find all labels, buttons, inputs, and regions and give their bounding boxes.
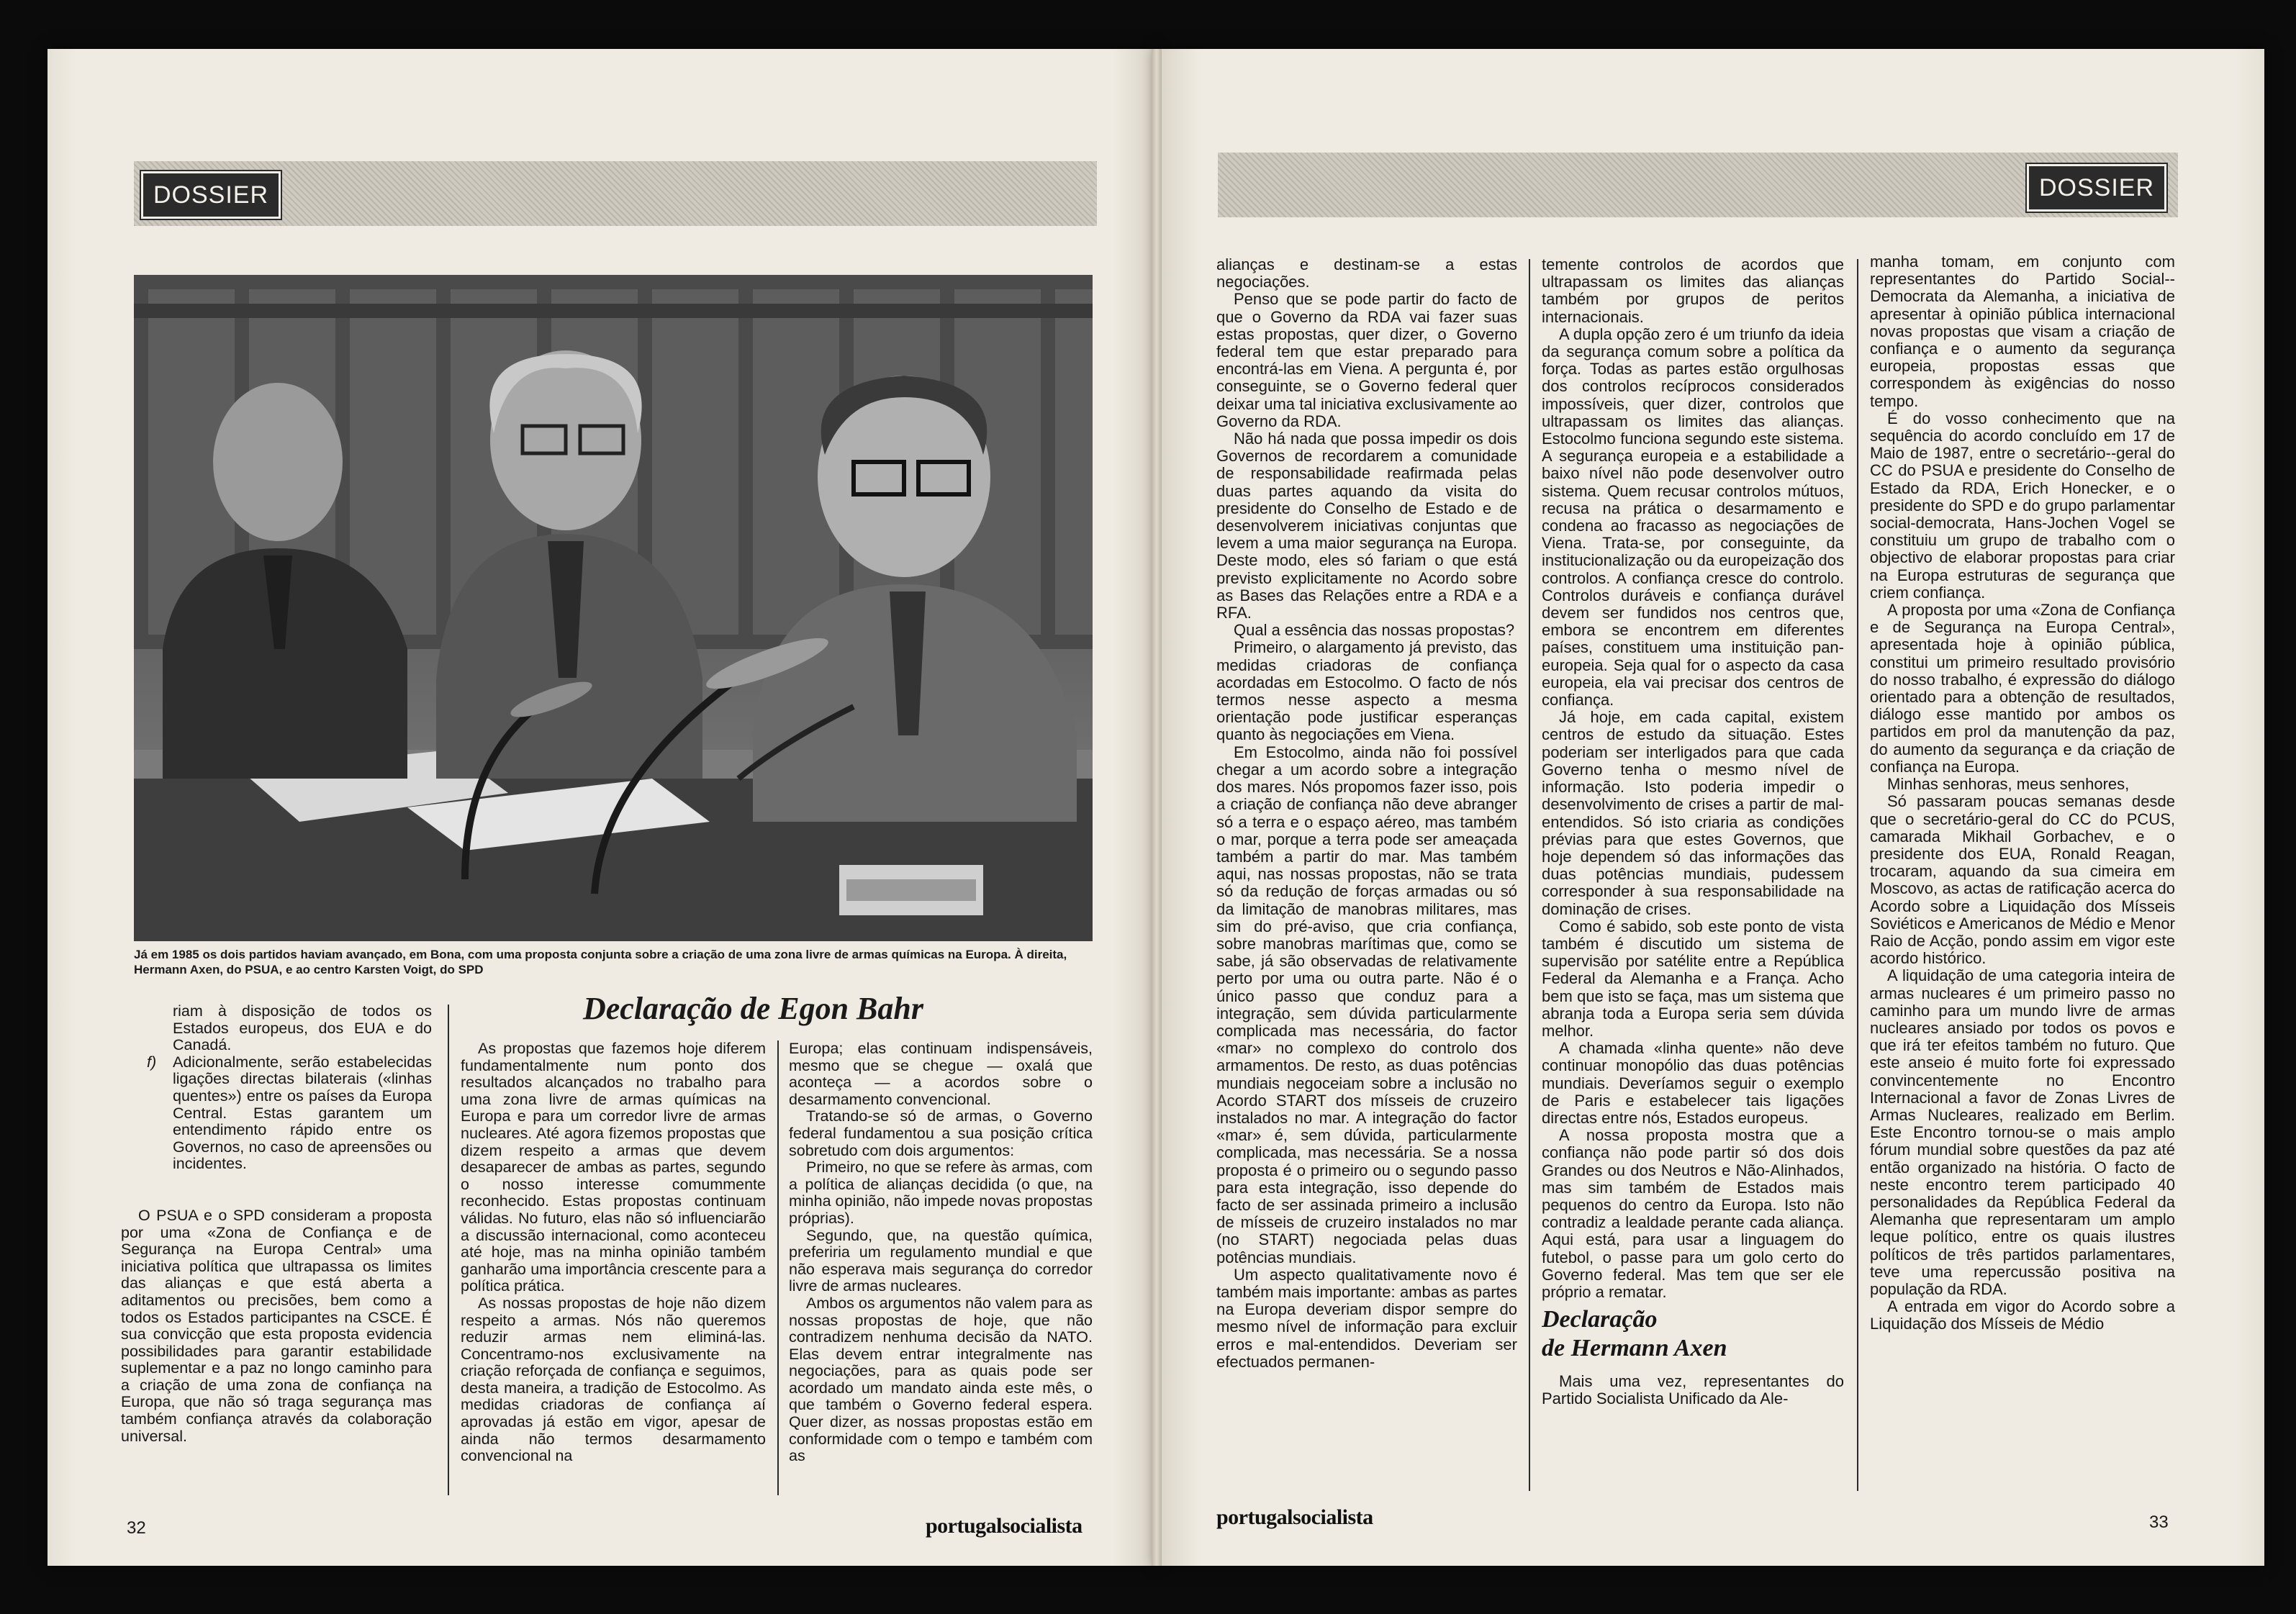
headline-line: de Hermann Axen [1542, 1335, 1727, 1362]
page-number-right: 33 [2149, 1513, 2169, 1532]
press-conference-illustration [134, 275, 1093, 941]
paragraph: As nossas propostas de hoje não dizem respeito a armas. Nós não queremos reduzir armas nem eliminá-las. Concentramo-nos exclusivamente na criação reforçada de confiança e seguimos, desta maneira, a tradição de Estocolmo. As medidas criadoras de confiança aí aprovadas já estão em vigor, apesar de ainda não termos desarmamento convencional na [461, 1294, 766, 1465]
left-col-3 [789, 1041, 1093, 1498]
right-col-1 [1216, 256, 1517, 1490]
paragraph: É do vosso conhecimento que na sequência do acordo concluído em 17 de Maio de 1987, entre o secretário--geral do CC do PSUA e presidente do Conselho de Estado da RDA, Erich Honecker, e o presidente do SPD e do grupo parlamentar social-democrata, Hans-Jochen Vogel se constituiu um grupo de trabalho com o objectivo de elaborar propostas para criar na Europa estruturas de segurança que criem confiança. [1870, 409, 2175, 602]
paragraph: O PSUA e o SPD consideram a proposta por uma «Zona de Confiança e de Segurança na Europa Central» uma iniciativa política que ultrapassa os limites das alianças e que está aberta a aditamentos ou precisões, bem como a todos os Estados participantes na CSCE. É sua convicção que esta proposta evidencia possibilidades para garantir estabilidade suplementar e a paz no longo caminho para a criação de uma zona de confiança na Europa, que não só traga segurança mas também confiança através da colaboração universal. [121, 1206, 432, 1445]
column-rule [1529, 259, 1530, 1491]
paragraph: Tratando-se só de armas, o Governo federal fundamentou a sua posição crítica sobretudo com dois argumentos: [789, 1107, 1093, 1159]
paragraph: Já hoje, em cada capital, existem centros de estudo da situação. Estes poderiam ser interligados para que cada Governo tenha o mesmo nível de informação. Isto poderia impedir o desenvolvimento de crises a partir de mal-entendidos. Só isto criaria as condições prévias para que estes Governos, que hoje dependem só das informações das duas potências mundiais, pudessem corresponder à sua responsabilidade na dominação de crises. [1542, 708, 1844, 918]
paragraph: A entrada em vigor do Acordo sobre a Liquidação dos Mísseis de Médio [1870, 1297, 2175, 1333]
paragraph: Europa; elas continuam indispensáveis, mesmo que se chegue — oxalá que aconteça — a acordos sobre o desarmamento convencional. [789, 1041, 1093, 1108]
list-marker: f) [147, 1053, 157, 1071]
paragraph: As propostas que fazemos hoje diferem fundamentalmente num ponto dos resultados alcançados no trabalho para uma zona livre de armas químicas na Europa e para um corredor livre de armas nucleares. Até agora fizemos propostas que dizem respeito a armas que devem desaparecer de ambas as partes, segundo o nosso interesse comummente reconhecido. Estas propostas continuam válidas. No futuro, elas não só influenciarão a discussão internacional, como aconteceu até hoje, mas na minha opinião também ganharão uma importância crescente para a política prática. [461, 1041, 766, 1295]
paragraph: Minhas senhoras, meus senhores, [1887, 775, 2130, 794]
list-item [121, 1054, 432, 1173]
list-item-text: Adicionalmente, serão estabelecidas ligações directas bilaterais («linhas quentes») entre os países da Europa Central. Estas garantem um entendimento rápido entre os Governos, no caso de apreensões ou incidentes. [173, 1053, 432, 1173]
left-col-2 [461, 1041, 766, 1498]
paragraph: Penso que se pode partir do facto de que o Governo da RDA vai fazer suas estas propostas, quer dizer, o Governo federal tem que estar preparado para encontrá-las em Viena. A pergunta é, por conseguinte, se o Governo federal quer deixar uma tal iniciativa exclusivamente ao Governo da RDA. [1216, 290, 1517, 430]
paragraph: Não há nada que possa impedir os dois Governos de recordarem a comunidade de responsabilidade reafirmada pelas duas partes aquando da visita do presidente do Conselho de Estado e de desenvolverem iniciativas conjuntas que levem a uma maior segurança na Europa. Deste modo, eles só fariam o que está previsto explicitamente no Acordo sobre as Bases das Relações entre a RDA e a RFA. [1216, 430, 1517, 622]
paragraph: Qual a essência das nossas propostas? [1234, 621, 1515, 640]
headline-egon-bahr: Declaração de Egon Bahr [583, 991, 923, 1026]
paragraph: Como é sabido, sob este ponto de vista também é discutido um sistema de supervisão por satélite entre a República Federal da Alemanha e a França. Acho bem que isto se faça, mas um sistema que abranja toda a Europa seria sem dúvida melhor. [1542, 917, 1844, 1040]
paragraph: riam à disposição de todos os Estados europeus, dos EUA e do Canadá. [173, 1003, 432, 1054]
paragraph: Segundo, que, na questão química, preferiria um regulamento mundial e que não esperava mais segurança do corredor livre de armas nucleares. [789, 1226, 1093, 1295]
column-rule [777, 1041, 779, 1495]
headline-line: Declaração [1542, 1306, 1658, 1333]
brand-left: portugalsocialista [926, 1514, 1083, 1538]
column-rule [1857, 259, 1858, 1491]
headline-hermann-axen [1542, 1305, 1844, 1363]
paragraph: Ambos os argumentos não valem para as nossas propostas de hoje, que não contradizem nenhuma decisão da NATO. Elas devem entrar integralmente nas negociações, para as quais pode ser acordado um mandato ainda este mês, o que também o Governo federal espera. Quer dizer, as nossas propostas estão em conformidade com o tempo e também com as [789, 1294, 1093, 1465]
paragraph: A dupla opção zero é um triunfo da ideia da segurança comum sobre a política da força. Todas as partes estão orgulhosas dos controlos recíprocos considerados impossíveis, quer dizer, controlos que ultrapassam os limites das alianças. Estocolmo funciona segundo este sistema. A segurança europeia e a estabilidade a baixo nível não pode desenvolver outro sistema. Quem recusar controlos mútuos, recusa na prática o desarmamento e condena ao fracasso as negociações de Viena. Trata-se, por conseguinte, da institucionalização ou da europeização dos controlos. A confiança cresce do controlo. Controlos duráveis e confiança durável devem ser fundidos nos centros que, embora se encontrem em diferentes países, constituem uma instituição pan-europeia. Seja qual for o aspecto da casa europeia, ela vai precisar dos centros de confiança. [1542, 325, 1844, 709]
paragraph: temente controlos de acordos que ultrapassam os limites das alianças também por grupos de peritos internacionais. [1542, 256, 1844, 326]
left-dossier-tag: DOSSIER [141, 171, 281, 219]
paragraph: A nossa proposta mostra que a confiança não pode partir só dos dois Grandes ou dos Neutros e Não-Alinhados, mas sim também de Estados mais pequenos do centro da Europa. Isto não contradiz a lealdade perante cada aliança. Aqui está, para usar a linguagem do futebol, o passe para um golo certo do Governo federal. Mas tem que ser ele próprio a rematar. [1542, 1126, 1844, 1301]
column-rule [448, 1005, 449, 1495]
paragraph: Um aspecto qualitativamente novo é também mais importante: ambas as partes na Europa deveriam dispor sempre do mesmo nível de informação para excluir erros e mal-entendidos. Deveriam ser efectuados permanen- [1216, 1265, 1517, 1371]
paragraph: Primeiro, o alargamento já previsto, das medidas criadoras de confiança acordadas em Estocolmo. O facto de nós termos nesse aspecto a mesma orientação pode justificar esperanças quanto às negociações em Viena. [1216, 638, 1517, 744]
paragraph: Mais uma vez, representantes do Partido Socialista Unificado da Ale- [1542, 1372, 1844, 1408]
right-col-3 [1870, 253, 2175, 1490]
right-dossier-tag: DOSSIER [2027, 164, 2166, 212]
paragraph: A proposta por uma «Zona de Confiança e de Segurança na Europa Central», apresentada hoje à opinião pública, constitui um primeiro resultado provisório do nosso trabalho, é expressão do diálogo orientado para a obtenção de resultados, diálogo esse mantido por ambos os partidos em prol da manutenção da paz, do aumento da segurança e da criação de confiança na Europa. [1870, 601, 2175, 776]
paragraph: A chamada «linha quente» não deve continuar monopólio das duas potências mundiais. Deveríamos seguir o exemplo de Paris e estabelecer tais ligações directas entre nós, Estados europeus. [1542, 1039, 1844, 1127]
paragraph: Em Estocolmo, ainda não foi possível chegar a um acordo sobre a integração dos mares. Nós propomos fazer isso, pois a criação de confiança não deve abranger só a terra e o espaço aéreo, mas também o mar, porque a terra pode ser ameaçada também a partir do mar. Mas também aqui, nas nossas propostas, não se trata só da redução de forças armadas ou só da limitação de manobras militares, mas sim do pré-aviso, que cria confiança, sobre manobras marítimas que, como se sabe, já são observadas de relativamente perto por uma ou outra parte. Não é o único passo que conduz para a integração, sem dúvida particularmente complicada mas necessária, do factor «mar» no complexo do controlo dos armamentos. De resto, as duas potências mundiais negoceiam sobre a inclusão no Acordo START dos mísseis de cruzeiro instalados no mar. A integração do factor «mar» é, sem dúvida, particularmente complicada, mas necessária. Se a nossa proposta é o primeiro ou o segundo passo para esta integração, isso depende do facto de ser assinada primeiro a inclusão de mísseis de cruzeiro instalados no mar (no START) negociada pelas duas potências mundiais. [1216, 743, 1517, 1266]
photo-caption: Já em 1985 os dois partidos haviam avançado, em Bona, com uma proposta conjunta sobre a criação de uma zona livre de armas químicas na Europa. À direita, Hermann Axen, do PSUA, e ao centro Karsten Voigt, do SPD [134, 948, 1067, 976]
brand-right: portugalsocialista [1216, 1505, 1373, 1529]
paragraph: alianças e destinam-se a estas negociações. [1216, 256, 1517, 291]
paragraph: manha tomam, em conjunto com representantes do Partido Social--Democrata da Alemanha, a iniciativa de apresentar à opinião pública internacional novas propostas que visam a criação de confiança e o aumento da segurança europeia, propostas essas que correspondem às exigências do nosso tempo. [1870, 253, 2175, 410]
right-col-2 [1542, 256, 1844, 1490]
paragraph: Só passaram poucas semanas desde que o secretário-geral do CC do PCUS, camarada Mikhail Gorbachev, e o presidente dos EUA, Ronald Reagan, trocaram, aquando da sua cimeira em Moscovo, as actas de ratificação acerca do Acordo sobre a Liquidação dos Mísseis Soviéticos e Americanos de Médio e Menor Raio de Acção, pondo assim em vigor este acordo histórico. [1870, 792, 2175, 968]
press-conference-photo [134, 275, 1093, 941]
book-gutter [1152, 49, 1162, 1566]
paragraph: A liquidação de uma categoria inteira de armas nucleares é um primeiro passo no caminho para um mundo livre de armas nucleares ansiado por todos os povos e que irá ter efeitos também no futuro. Que este anseio é muito forte foi expressado convincentemente no Encontro Internacional a favor de Zonas Livres de Armas Nucleares, realizado em Berlim. Este Encontro tornou-se o mais amplo fórum mundial sobre questões da paz até então organizado na história. O facto de neste encontro terem participado 40 personalidades da República Federal da Alemanha que representaram um amplo leque político, entre os quais ilustres políticos de três partidos parlamentares, teve uma repercussão positiva na população da RDA. [1870, 966, 2175, 1298]
page-number-left: 32 [127, 1518, 146, 1538]
paragraph: Primeiro, no que se refere às armas, com a política de alianças decidida (o que, na minha opinião, não impede novas propostas próprias). [789, 1159, 1093, 1227]
left-col-1 [121, 1003, 432, 1500]
